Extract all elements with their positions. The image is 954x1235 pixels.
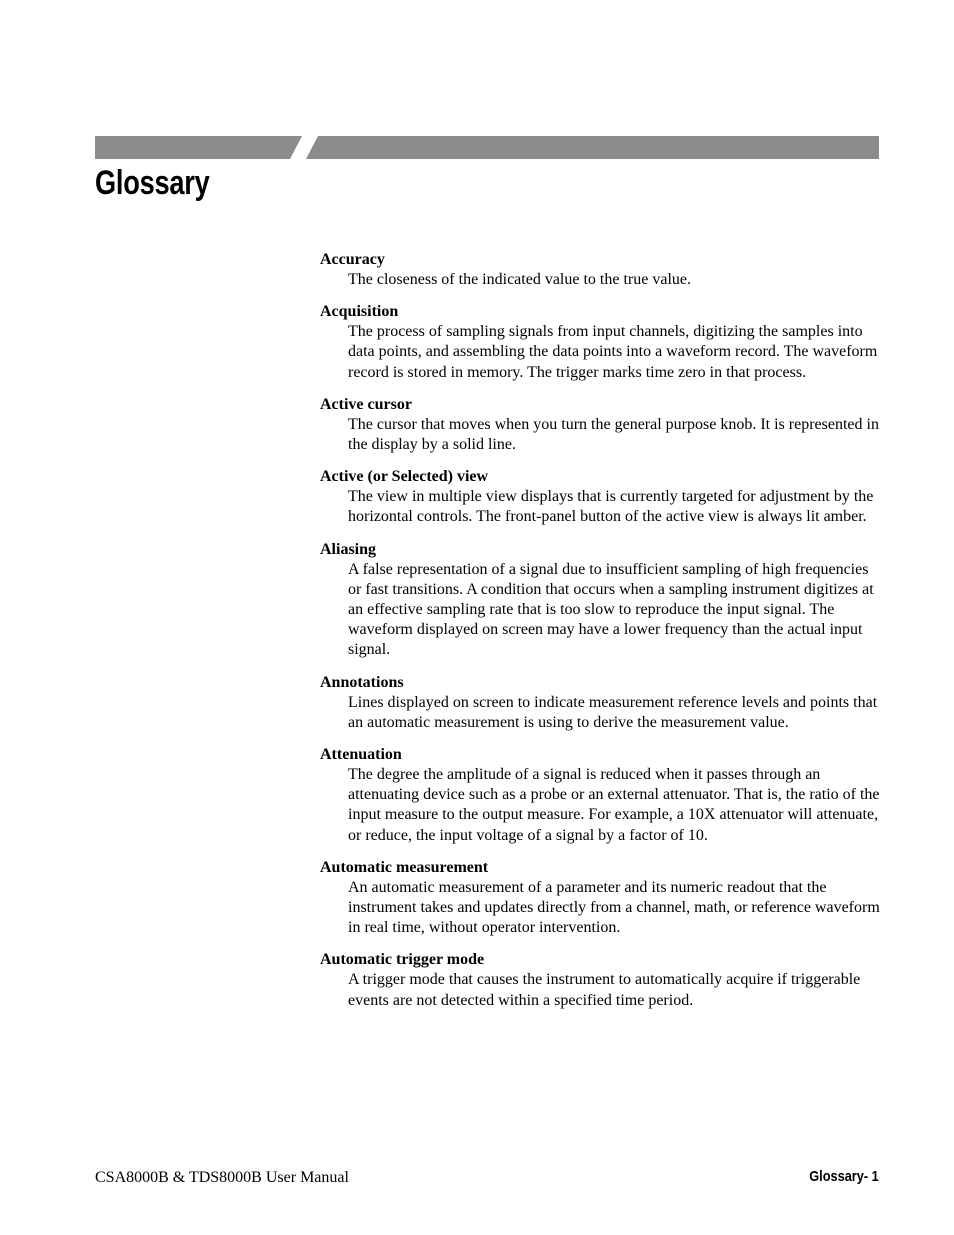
glossary-definition: The view in multiple view displays that is currently targeted for adjustment by the horizontal controls. The front-panel button of the active view is always lit amber. [348,488,874,526]
glossary-term: Attenuation [320,746,402,764]
manual-title-footer: CSA8000B & TDS8000B User Manual [95,1169,349,1186]
glossary-term: Accuracy [320,251,385,268]
glossary-definition: An automatic measurement of a parameter and its numeric readout that the instrument takes and updates directly from a channel, math, or reference waveform in real time, without operator intervention. [348,878,880,937]
glossary-term: Automatic trigger mode [320,951,485,969]
glossary-term: Active (or Selected) view [320,468,489,486]
section-header-bar [95,136,879,159]
glossary-entries [320,250,882,1023]
glossary-term: Automatic measurement [320,858,489,876]
glossary-term: Aliasing [320,540,377,558]
glossary-definition: A false representation of a signal due to insufficient sampling of high frequencies or fast transitions. A condition that occurs when a sampling instrument digitizes at an effective sampling rate that is too slow to reproduce the input signal. The waveform displayed on screen may have a lower frequency than the actual input signal. [348,560,874,659]
glossary-entry [320,858,882,939]
glossary-entry [320,250,882,290]
glossary-definition: A trigger mode that causes the instrument to automatically acquire if triggerable events are not detected within a specified time period. [348,971,861,1009]
glossary-entry [320,950,882,1010]
glossary-term: Acquisition [320,303,399,321]
page-number-footer: Glossary- 1 [809,1168,879,1185]
glossary-entry [320,395,882,455]
glossary-entry [320,673,882,733]
glossary-definition: The process of sampling signals from input channels, digitizing the samples into data points, and assembling the data points into a waveform record. The waveform record is stored in memory. The trigger marks time zero in that process. [348,323,878,381]
glossary-entry [320,467,882,527]
glossary-term: Active cursor [320,395,412,413]
glossary-term: Annotations [320,673,404,691]
glossary-definition: Lines displayed on screen to indicate measurement reference levels and points that an automatic measurement is using to derive the measurement value. [348,693,878,731]
glossary-entry [320,540,882,661]
glossary-entry [320,302,882,383]
glossary-definition: The degree the amplitude of a signal is reduced when it passes through an attenuating device such as a probe or an external attenuator. That is, the ratio of the input measure to the output measure. For example, a 10X attenuator will attenuate, or reduce, the input voltage of a signal by a factor of 10. [348,766,880,844]
glossary-entry [320,745,882,846]
glossary-definition: The cursor that moves when you turn the general purpose knob. It is represented in the display by a solid line. [348,415,879,454]
page-title: Glossary [95,164,210,202]
glossary-definition: The closeness of the indicated value to the true value. [348,271,691,288]
